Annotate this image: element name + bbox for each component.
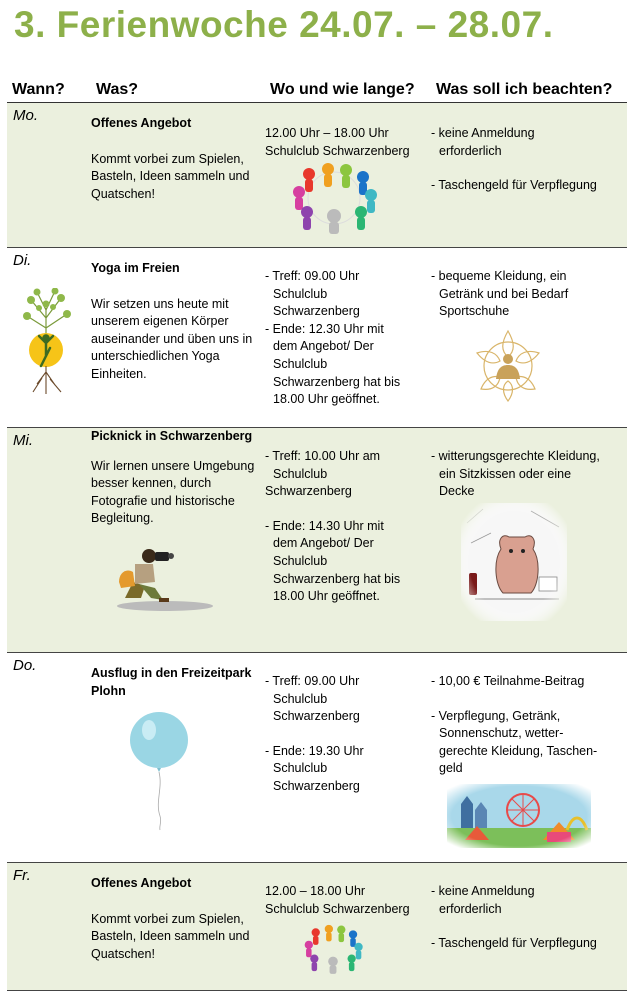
header-hint: Was soll ich beachten?	[431, 78, 627, 103]
where-line: Schwarzenberg hat bis	[273, 374, 401, 389]
where-end: - Ende: 12.30 Uhr mit	[265, 321, 384, 336]
hint-line: - 10,00 € Teilnahme-Beitrag	[431, 674, 585, 688]
hint-line: erforderlich	[439, 901, 502, 916]
row-thursday	[7, 653, 627, 863]
event-description: Wir setzen uns heute mit unserem eigenen Körper auseinander und üben uns in unterschiedlichen Yoga Einheiten.	[91, 296, 253, 381]
hint-line: erforderlich	[439, 143, 502, 158]
where-line: Schwarzenberg	[273, 778, 360, 793]
where-line: Schwarzenberg	[265, 484, 352, 499]
balloon-icon	[127, 710, 265, 838]
row-wednesday	[7, 428, 627, 653]
row-monday	[7, 103, 627, 248]
header-row	[7, 78, 627, 103]
where-line: Schwarzenberg	[273, 304, 360, 319]
hint-line: ein Sitzkissen oder eine	[439, 466, 572, 481]
where-treff: - Treff: 09.00 Uhr	[265, 674, 360, 688]
day-label: Fr.	[13, 867, 31, 884]
hint-line: - keine Anmeldung	[431, 884, 535, 898]
hint-line: Decke	[439, 484, 475, 499]
hint-line: Sportschuhe	[439, 304, 510, 319]
event-description: Kommt vorbei zum Spielen, Basteln, Ideen sammeln und Quatschen!	[91, 151, 250, 201]
event-title: Picknick in Schwarzenberg	[91, 429, 253, 443]
where-place: Schulclub Schwarzenberg	[265, 901, 410, 916]
where-time: 12.00 – 18.00 Uhr	[265, 884, 366, 898]
header-was: Was?	[91, 78, 265, 103]
event-title: Offenes Angebot	[91, 116, 192, 130]
where-treff: - Treff: 09.00 Uhr	[265, 269, 360, 283]
where-line: Schulclub	[273, 691, 328, 706]
where-line: Schulclub	[273, 286, 328, 301]
people-circle-icon	[295, 922, 431, 982]
where-end: - Ende: 14.30 Uhr mit	[265, 518, 384, 533]
amusement-park-icon	[447, 784, 627, 854]
yoga-tree-icon	[17, 288, 91, 402]
hint-line: - witterungsgerechte Kleidung,	[431, 449, 600, 463]
day-label: Mi.	[13, 432, 33, 449]
where-line: Schulclub	[273, 761, 328, 776]
hint-line: Sonnenschutz, wetter-	[439, 726, 564, 741]
where-line: Schulclub	[273, 553, 328, 568]
where-line: Schwarzenberg	[273, 709, 360, 724]
picnic-bear-icon	[461, 503, 627, 627]
hint-line: geld	[439, 761, 463, 776]
where-line: 18.00 Uhr geöffnet.	[273, 589, 380, 604]
where-line: 18.00 Uhr geöffnet.	[273, 392, 380, 407]
day-label: Mo.	[13, 107, 39, 124]
hint-line: gerechte Kleidung, Taschen-	[439, 743, 598, 758]
event-description: Wir lernen unsere Umgebung besser kennen, durch Fotografie und historische Begleitung.	[91, 458, 255, 526]
header-wo: Wo und wie lange?	[265, 78, 431, 103]
hint-line: Getränk und bei Bedarf	[439, 286, 569, 301]
where-line: Schwarzenberg hat bis	[273, 571, 401, 586]
hint-line: - bequeme Kleidung, ein	[431, 269, 567, 283]
where-place: Schulclub Schwarzenberg	[265, 143, 410, 158]
event-description: Kommt vorbei zum Spielen, Basteln, Ideen sammeln und Quatschen!	[91, 911, 250, 961]
where-end: - Ende: 19.30 Uhr	[265, 743, 364, 758]
where-line: Schulclub	[273, 466, 328, 481]
where-line: dem Angebot/ Der	[273, 339, 374, 354]
schedule-table	[7, 78, 627, 991]
event-title: Ausflug in den Freizeitpark Plohn	[91, 666, 252, 698]
hint-line: - Taschengeld für Verpflegung	[431, 178, 597, 193]
hint-line: - keine Anmeldung	[431, 126, 535, 140]
event-title: Offenes Angebot	[91, 876, 192, 890]
where-line: dem Angebot/ Der	[273, 536, 374, 551]
header-wann: Wann?	[7, 78, 91, 103]
where-treff: - Treff: 10.00 Uhr am	[265, 449, 381, 463]
row-tuesday	[7, 248, 627, 428]
where-line: Schulclub	[273, 356, 328, 371]
day-label: Di.	[13, 252, 32, 269]
day-label: Do.	[13, 657, 37, 674]
row-friday	[7, 863, 627, 991]
where-time: 12.00 Uhr – 18.00 Uhr	[265, 126, 389, 140]
hint-line: - Taschengeld für Verpflegung	[431, 936, 597, 951]
event-title: Yoga im Freien	[91, 261, 180, 275]
people-circle-icon	[279, 162, 431, 240]
hint-line: - Verpflegung, Getränk,	[431, 708, 561, 723]
photographer-icon	[105, 542, 265, 618]
page-title: 3. Ferienwoche 24.07. – 28.07.	[14, 4, 554, 45]
buddha-lotus-icon	[469, 327, 627, 411]
